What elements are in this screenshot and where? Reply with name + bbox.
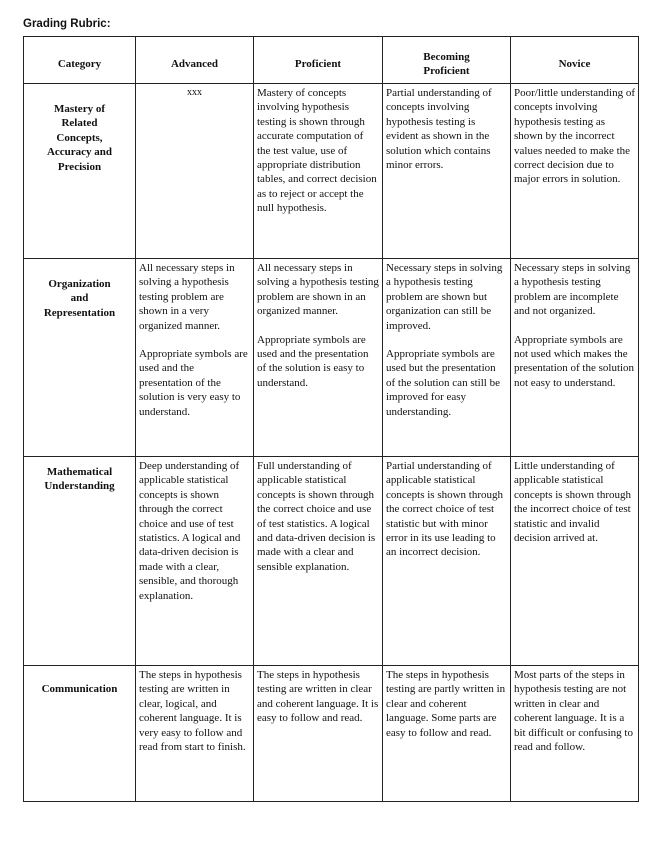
- becoming-proficient-cell: [383, 666, 511, 802]
- cell-text: All necessary steps in solving a hypothesis testing problem are shown in an organized manner.: [257, 262, 379, 318]
- header-becoming-proficient: Becoming Proficient: [383, 37, 511, 84]
- advanced-cell: [136, 457, 254, 666]
- proficient-cell: [254, 666, 383, 802]
- cell-text: Deep understanding of applicable statistical concepts is shown through the correct choice and use of test statistics. A logical and data-driven decision is made with a clear, sensible, and thorough explanation.: [139, 460, 241, 602]
- table-row: [24, 259, 639, 457]
- cell-text: Little understanding of applicable statistical concepts is shown through the incorrect choice of test statistic and invalid decision arrived at.: [514, 460, 632, 545]
- rubric-title: Grading Rubric:: [23, 18, 111, 30]
- becoming-proficient-cell: [383, 84, 511, 259]
- cell-text: The steps in hypothesis testing are written in clear and coherent language. It is easy to follow and read.: [257, 669, 379, 725]
- table-row: [24, 666, 639, 802]
- category-cell: Communication: [24, 666, 136, 802]
- header-novice: Novice: [511, 37, 639, 84]
- cell-text: Mastery of concepts involving hypothesis testing is shown through accurate computation of the test value, use of appropriate distribution tables, and correct decision as to reject or accept the null hypothesis.: [257, 87, 377, 215]
- advanced-cell: [136, 84, 254, 259]
- novice-cell: [511, 457, 639, 666]
- becoming-proficient-cell: [383, 457, 511, 666]
- cell-text: Necessary steps in solving a hypothesis testing problem are incomplete and not organized.: [514, 262, 631, 318]
- header-proficient: Proficient: [254, 37, 383, 84]
- cell-text: Partial understanding of applicable statistical concepts is shown through the correct choice of test statistic but with minor error in its use leading to an incorrect decision.: [386, 460, 504, 559]
- header-category: Category: [24, 37, 136, 84]
- cell-text: Appropriate symbols are used and the presentation of the solution is very easy to understand.: [139, 348, 248, 418]
- novice-cell: [511, 84, 639, 259]
- cell-text: The steps in hypothesis testing are written in clear, logical, and coherent language. It is very easy to follow and read from start to finish.: [139, 669, 246, 754]
- cell-text: The steps in hypothesis testing are partly written in clear and coherent language. Some parts are easy to follow and read.: [386, 669, 506, 739]
- proficient-cell: [254, 259, 383, 457]
- grading-rubric-table: [23, 36, 639, 802]
- cell-text: Necessary steps in solving a hypothesis testing problem are shown but organization can still be improved.: [386, 262, 503, 332]
- cell-text: Partial understanding of concepts involving hypothesis testing is evident as shown in the solution which contains minor errors.: [386, 87, 492, 172]
- category-cell: Organization and Representation: [24, 259, 136, 457]
- cell-text: xxx: [187, 87, 202, 98]
- advanced-cell: [136, 259, 254, 457]
- becoming-proficient-cell: [383, 259, 511, 457]
- cell-text: Appropriate symbols are not used which makes the presentation of the solution not easy to understand.: [514, 333, 635, 389]
- table-row: [24, 84, 639, 259]
- cell-text: Appropriate symbols are used and the presentation of the solution is easy to understand.: [257, 333, 369, 389]
- proficient-cell: [254, 84, 383, 259]
- cell-text: All necessary steps in solving a hypothesis testing problem are shown in a very organized manner.: [139, 262, 235, 332]
- header-advanced: Advanced: [136, 37, 254, 84]
- category-cell: Mastery of Related Concepts, Accuracy and Precision: [24, 84, 136, 259]
- novice-cell: [511, 259, 639, 457]
- proficient-cell: [254, 457, 383, 666]
- cell-text: Most parts of the steps in hypothesis testing are not written in clear and coherent language. It is a bit difficult or confusing to read and follow.: [514, 669, 633, 754]
- category-cell: Mathematical Understanding: [24, 457, 136, 666]
- cell-text: Full understanding of applicable statistical concepts is shown through the correct choice and use of test statistics. A logical and data-driven decision is made with a clear and sensible explanation.: [257, 460, 376, 573]
- advanced-cell: [136, 666, 254, 802]
- cell-text: Appropriate symbols are used but the presentation of the solution can still be improved for easy understanding.: [386, 348, 500, 418]
- cell-text: Poor/little understanding of concepts involving hypothesis testing as shown by the incorrect values needed to make the correct decision due to major errors in solution.: [514, 87, 635, 186]
- header-row: [24, 37, 639, 84]
- table-row: [24, 457, 639, 666]
- novice-cell: [511, 666, 639, 802]
